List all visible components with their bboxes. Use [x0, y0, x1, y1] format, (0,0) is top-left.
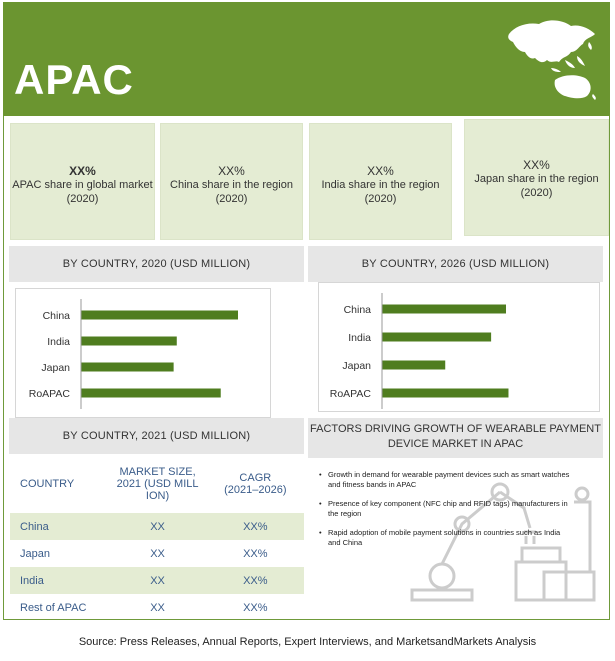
country-table — [10, 455, 304, 621]
table-row — [10, 594, 304, 621]
kpi-china-share — [160, 123, 303, 240]
tick-label: India — [348, 332, 371, 344]
factor-item: • Rapid adoption of mobile payment solutions in countries such as India and China — [318, 528, 573, 548]
tick-label: China — [42, 310, 70, 322]
asia-pacific-map-icon — [505, 16, 601, 102]
chart-2020 — [15, 288, 271, 418]
chart-2020-svg — [16, 289, 272, 419]
tick-label: RoAPAC — [329, 388, 371, 400]
page-title: APAC — [14, 56, 134, 103]
chart-2020-title: BY COUNTRY, 2020 (USD MILLION) — [9, 246, 304, 282]
chart-2026-title: BY COUNTRY, 2026 (USD MILLION) — [308, 246, 603, 282]
header-cagr — [207, 455, 304, 513]
header-cagr-text: CAGR (2021–2026) — [224, 472, 287, 496]
kpi-value: XX% — [523, 158, 550, 172]
kpi-year: (2020) — [364, 193, 397, 205]
row-cagr: XX% — [243, 547, 268, 560]
factors-list — [318, 470, 573, 557]
bar-india — [382, 333, 491, 342]
kpi-japan-share — [464, 119, 609, 236]
kpi-value: XX% — [69, 164, 96, 178]
chart-2026 — [318, 282, 600, 412]
row-size: XX — [108, 567, 206, 594]
kpi-year: (2020) — [215, 193, 248, 205]
factor-item: • Growth in demand for wearable payment devices such as smart watches and fitness bands in APAC — [318, 470, 573, 490]
row-country: Japan — [20, 547, 50, 560]
tick-label: Japan — [342, 360, 371, 372]
factor-item: • Presence of key component (NFC chip and RFID tags) manufacturers in the region — [318, 499, 573, 519]
row-country: Rest of APAC — [20, 601, 87, 614]
bar-china — [81, 311, 238, 320]
row-cagr: XX% — [243, 601, 268, 614]
kpi-label: India share in the region — [321, 179, 440, 191]
bar-india — [81, 337, 177, 346]
header-market-size-text: MARKET SIZE, 2021 (USD MILL ION) — [116, 466, 199, 502]
row-cagr: XX% — [207, 567, 304, 594]
factors-title: FACTORS DRIVING GROWTH OF WEARABLE PAYMENT DEVICE MARKET IN APAC — [308, 418, 603, 458]
tick-label: Japan — [41, 362, 70, 374]
source-note: Source: Press Releases, Annual Reports, Expert Interviews, and MarketsandMarkets Analysis — [78, 636, 537, 648]
row-size: XX — [108, 513, 206, 540]
kpi-year: (2020) — [66, 193, 99, 205]
kpi-value: XX% — [367, 164, 394, 178]
table-row — [10, 567, 304, 594]
header-market-size — [108, 455, 206, 513]
table-row — [10, 513, 304, 540]
tick-label: India — [47, 336, 70, 348]
kpi-year: (2020) — [520, 187, 553, 199]
bar-japan — [81, 363, 174, 372]
tick-label: RoAPAC — [28, 388, 70, 400]
row-country: India — [10, 567, 108, 594]
table-title: BY COUNTRY, 2021 (USD MILLION) — [9, 418, 304, 454]
kpi-label: China share in the region — [170, 179, 293, 191]
table-row — [10, 540, 304, 567]
tick-label: China — [343, 304, 371, 316]
row-cagr: XX% — [207, 513, 304, 540]
kpi-india-share — [309, 123, 452, 240]
bar-roapac — [81, 389, 221, 398]
kpi-value: XX% — [218, 164, 245, 178]
row-size: XX — [150, 547, 165, 560]
table-header-row — [10, 455, 304, 513]
kpi-label: Japan share in the region — [474, 173, 599, 185]
bar-china — [382, 305, 506, 314]
row-size: XX — [150, 601, 165, 614]
kpi-label: APAC share in global market — [12, 179, 153, 191]
bar-roapac — [382, 389, 508, 398]
kpi-apac-share — [10, 123, 155, 240]
bar-japan — [382, 361, 445, 370]
row-country: China — [10, 513, 108, 540]
chart-2026-svg — [319, 283, 601, 413]
header-country: COUNTRY — [20, 478, 75, 490]
